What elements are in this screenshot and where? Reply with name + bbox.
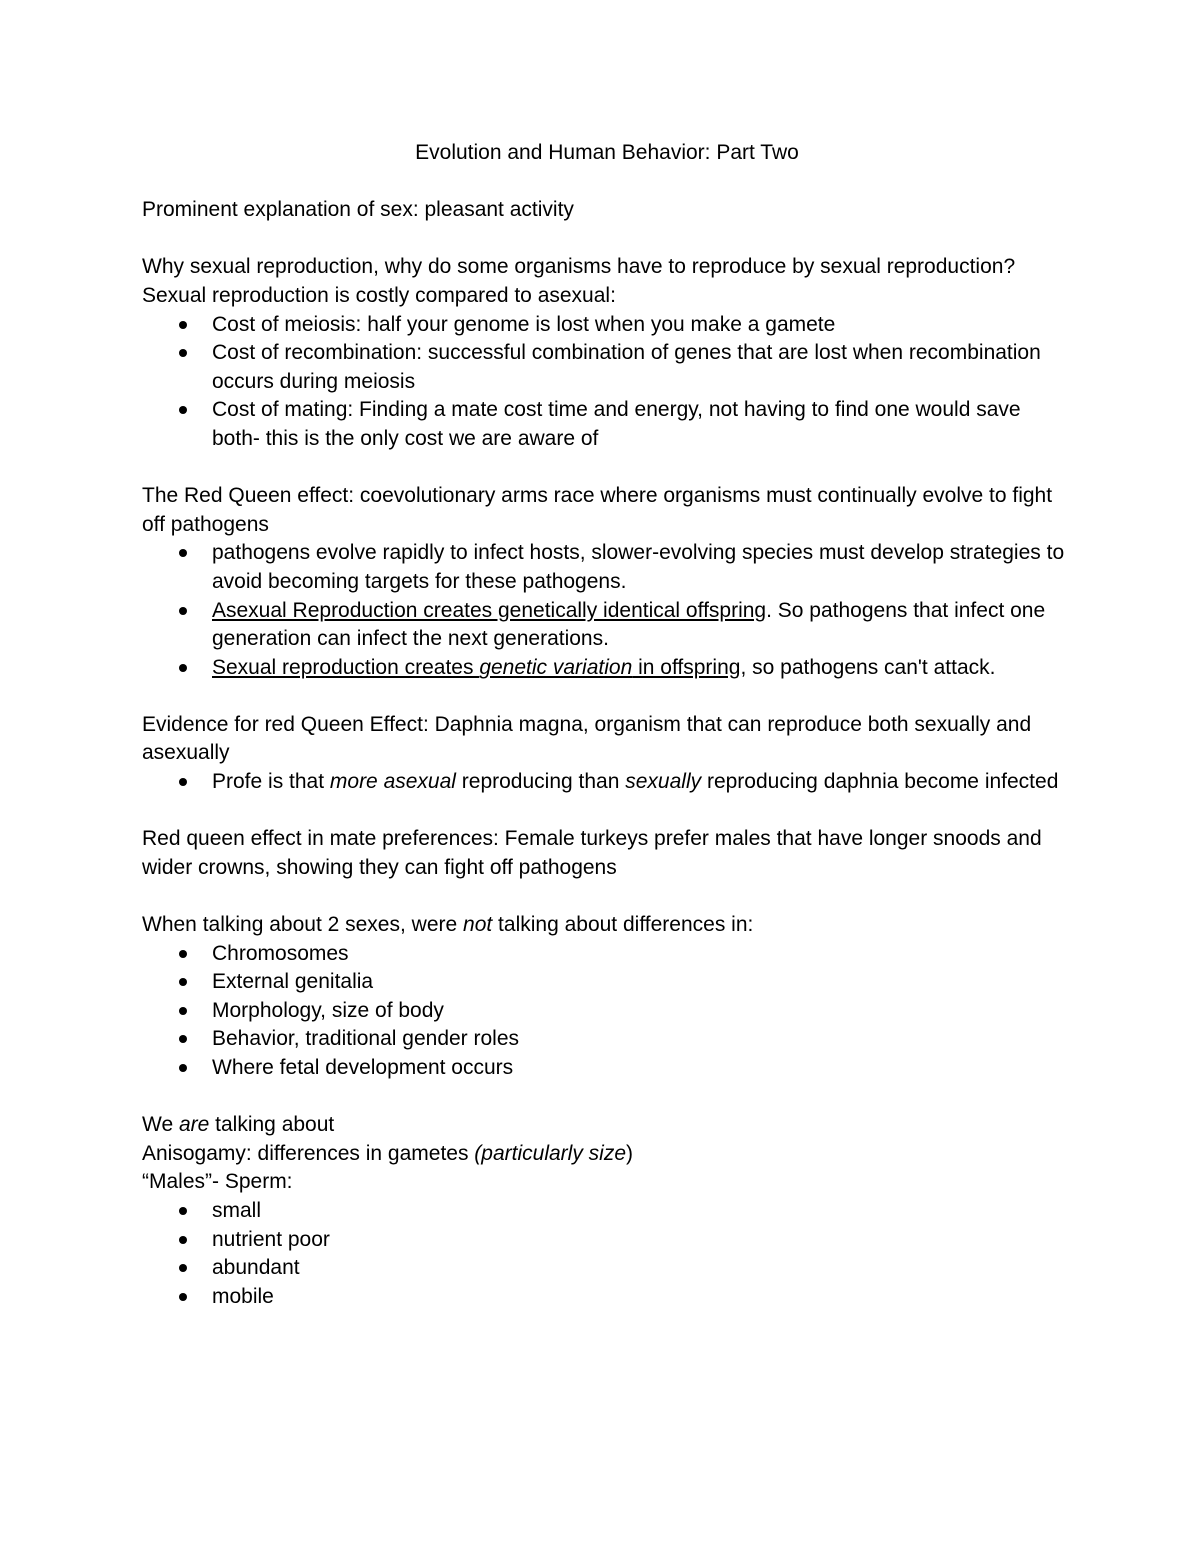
underlined-text-part: in offspring xyxy=(632,655,741,679)
mate-preferences: Red queen effect in mate preferences: Female turkeys prefer males that have longer snoods and wider crowns, showing they can fight off pathogens xyxy=(142,827,1042,879)
text-part: talking about differences in: xyxy=(492,913,754,937)
text-part: ) xyxy=(626,1141,634,1165)
not-talking-list xyxy=(142,940,1072,1083)
italic-text: genetic variation xyxy=(479,655,633,679)
list-item xyxy=(142,768,1072,797)
italic-text: are xyxy=(178,1113,210,1137)
list-item: Cost of mating: Finding a mate cost time and energy, not having to find one would save both- this is the only cost we are aware of xyxy=(142,396,1072,453)
males-sperm-heading: “Males”- Sperm: xyxy=(142,1170,293,1194)
list-item: Cost of recombination: successful combination of genes that are lost when recombination occurs during meiosis xyxy=(142,339,1072,396)
underlined-text: Asexual Reproduction creates genetically identical offspring xyxy=(212,598,767,622)
italic-text: sexually xyxy=(625,770,702,794)
list-item xyxy=(142,654,1072,683)
italic-text: more asexual xyxy=(329,770,456,794)
list-item: External genitalia xyxy=(142,968,1072,997)
list-item xyxy=(142,597,1072,654)
document-body xyxy=(142,139,1072,1311)
text-part: When talking about 2 sexes, were xyxy=(142,913,464,937)
evidence-list xyxy=(142,768,1072,797)
we-are-talking xyxy=(142,1111,1072,1140)
text-part: reproducing daphnia become infected xyxy=(701,770,1059,794)
list-item: Where fetal development occurs xyxy=(142,1054,1072,1083)
sperm-list xyxy=(142,1197,1072,1311)
list-item: nutrient poor xyxy=(142,1226,1072,1255)
underlined-text-part: Sexual reproduction creates xyxy=(212,655,480,679)
list-item: Morphology, size of body xyxy=(142,997,1072,1026)
underlined-text xyxy=(212,656,740,679)
list-item: abundant xyxy=(142,1254,1072,1283)
two-sexes-intro xyxy=(142,911,1072,940)
list-item: small xyxy=(142,1197,1072,1226)
list-item-text: . So pathogens that infect one generation can infect the next generations. xyxy=(212,598,1046,651)
list-item: Behavior, traditional gender roles xyxy=(142,1025,1072,1054)
costly-intro: Sexual reproduction is costly compared to asexual: xyxy=(142,283,616,307)
list-item: Cost of meiosis: half your genome is lost when you make a gamete xyxy=(142,311,1072,340)
text-part: We xyxy=(142,1113,179,1137)
text-part: Anisogamy: differences in gametes xyxy=(142,1141,475,1165)
list-item: Chromosomes xyxy=(142,940,1072,969)
anisogamy-definition xyxy=(142,1140,1072,1169)
list-item: pathogens evolve rapidly to infect hosts, slower-evolving species must develop strategies to avoid becoming targets for these pathogens. xyxy=(142,539,1072,596)
costs-list xyxy=(142,311,1072,454)
text-part: Profe is that xyxy=(212,770,330,794)
prominent-explanation: Prominent explanation of sex: pleasant activity xyxy=(142,198,574,222)
red-queen-list xyxy=(142,539,1072,682)
text-part: talking about xyxy=(209,1113,335,1137)
list-item-text: , so pathogens can't attack. xyxy=(740,655,996,679)
why-sexual-question: Why sexual reproduction, why do some organisms have to reproduce by sexual reproduction? xyxy=(142,255,1016,279)
page-title: Evolution and Human Behavior: Part Two xyxy=(415,141,799,164)
list-item: mobile xyxy=(142,1283,1072,1312)
italic-text: (particularly size xyxy=(474,1141,627,1165)
text-part: reproducing than xyxy=(455,770,626,794)
evidence-intro: Evidence for red Queen Effect: Daphnia magna, organism that can reproduce both sexually and asexually xyxy=(142,712,1032,765)
red-queen-intro: The Red Queen effect: coevolutionary arms race where organisms must continually evolve to fight off pathogens xyxy=(142,484,1053,536)
italic-text: not xyxy=(463,913,493,937)
